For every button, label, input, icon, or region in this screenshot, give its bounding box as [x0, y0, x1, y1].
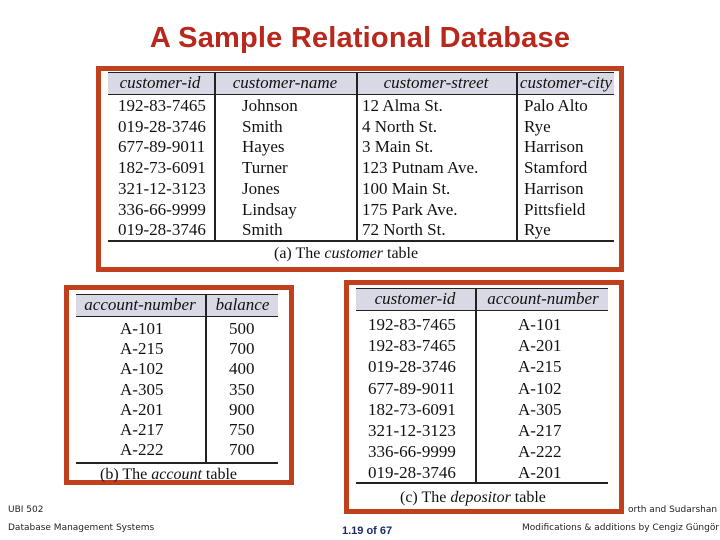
customer-header-id: customer-id [119, 73, 201, 92]
depositor-header-account: account-number [487, 289, 599, 308]
customer-cell: Rye [524, 220, 551, 240]
account-header-balance: balance [215, 295, 270, 314]
depositor-table [356, 288, 608, 510]
customer-header-city: customer-city [519, 73, 613, 92]
footer-authors: orth and Sudarshan [628, 505, 718, 515]
customer-cell: 4 North St. [362, 116, 438, 136]
account-cell: A-201 [120, 399, 164, 419]
depositor-cell: A-222 [518, 442, 562, 462]
account-cell: A-305 [120, 379, 164, 399]
customer-cell: Jones [242, 178, 280, 198]
account-cell: 400 [229, 359, 255, 379]
customer-cell: Rye [524, 116, 551, 136]
account-cell: A-102 [120, 359, 164, 379]
customer-cell: 019-28-3746 [118, 116, 206, 136]
footer-page-number: 1.19 of 67 [342, 525, 393, 537]
customer-cell: Harrison [524, 178, 584, 198]
footer-subject: Database Management Systems [8, 523, 155, 533]
customer-cell: 12 Alma St. [362, 96, 443, 115]
depositor-cell: A-305 [518, 399, 562, 419]
slide-title: A Sample Relational Database [149, 22, 571, 54]
account-cell: 700 [229, 339, 255, 359]
depositor-cell: 192-83-7465 [368, 315, 456, 334]
customer-cell: Pittsfield [524, 199, 586, 219]
account-cell: 900 [229, 399, 255, 419]
customer-cell: 677-89-9011 [118, 137, 206, 157]
account-header-number: account-number [84, 295, 196, 314]
footer-course: UBI 502 [8, 505, 44, 515]
customer-cell: 182-73-6091 [118, 158, 206, 178]
depositor-table-header [356, 288, 608, 311]
customer-cell: Hayes [242, 137, 285, 157]
depositor-cell: 321-12-3123 [368, 421, 456, 440]
customer-cell: Harrison [524, 137, 584, 157]
account-table-header [76, 294, 278, 317]
account-caption: (b) The account table [100, 466, 237, 483]
depositor-cell: A-102 [518, 378, 562, 398]
customer-cell: Turner [242, 158, 288, 178]
customer-cell: Smith [242, 220, 283, 240]
customer-cell: 192-83-7465 [118, 96, 206, 115]
customer-header-name: customer-name [232, 73, 338, 92]
customer-cell: 123 Putnam Ave. [362, 158, 479, 178]
account-cell: A-222 [120, 440, 164, 460]
customer-cell: 3 Main St. [362, 137, 434, 157]
depositor-cell: 182-73-6091 [368, 399, 456, 419]
customer-cell: 72 North St. [362, 220, 446, 240]
depositor-cell: A-201 [518, 463, 562, 483]
depositor-caption: (c) The depositor table [400, 489, 546, 506]
customer-table [108, 72, 616, 268]
customer-table-header [108, 72, 614, 95]
customer-header-street: customer-street [383, 73, 489, 92]
customer-cell: 321-12-3123 [118, 178, 206, 198]
customer-cell: Stamford [524, 158, 588, 178]
depositor-cell: 192-83-7465 [368, 336, 456, 356]
depositor-cell: A-215 [518, 357, 562, 377]
customer-cell: 336-66-9999 [118, 199, 206, 219]
account-table [76, 294, 280, 484]
depositor-cell: A-217 [518, 421, 562, 440]
depositor-cell: 336-66-9999 [368, 442, 456, 462]
customer-cell: Palo Alto [524, 96, 588, 115]
customer-cell: Lindsay [242, 199, 297, 219]
customer-cell: 100 Main St. [362, 178, 451, 198]
account-cell: 500 [229, 319, 255, 338]
depositor-cell: 019-28-3746 [368, 357, 456, 377]
depositor-cell: A-201 [518, 336, 562, 356]
account-cell: A-101 [120, 319, 164, 338]
customer-cell: Smith [242, 116, 283, 136]
customer-caption: (a) The customer table [274, 245, 419, 262]
customer-cell: 175 Park Ave. [362, 199, 458, 219]
customer-cell: 019-28-3746 [118, 220, 206, 240]
footer-modifications: Modifications & additions by Cengiz Güngör [522, 523, 720, 533]
account-cell: 350 [229, 379, 255, 399]
account-cell: A-215 [120, 339, 164, 359]
account-cell: A-217 [120, 420, 164, 439]
depositor-cell: 677-89-9011 [368, 378, 456, 398]
depositor-cell: A-101 [518, 315, 562, 334]
account-cell: 700 [229, 440, 255, 460]
depositor-header-id: customer-id [374, 289, 456, 308]
account-cell: 750 [229, 420, 255, 439]
customer-cell: Johnson [242, 96, 298, 115]
depositor-cell: 019-28-3746 [368, 463, 456, 483]
